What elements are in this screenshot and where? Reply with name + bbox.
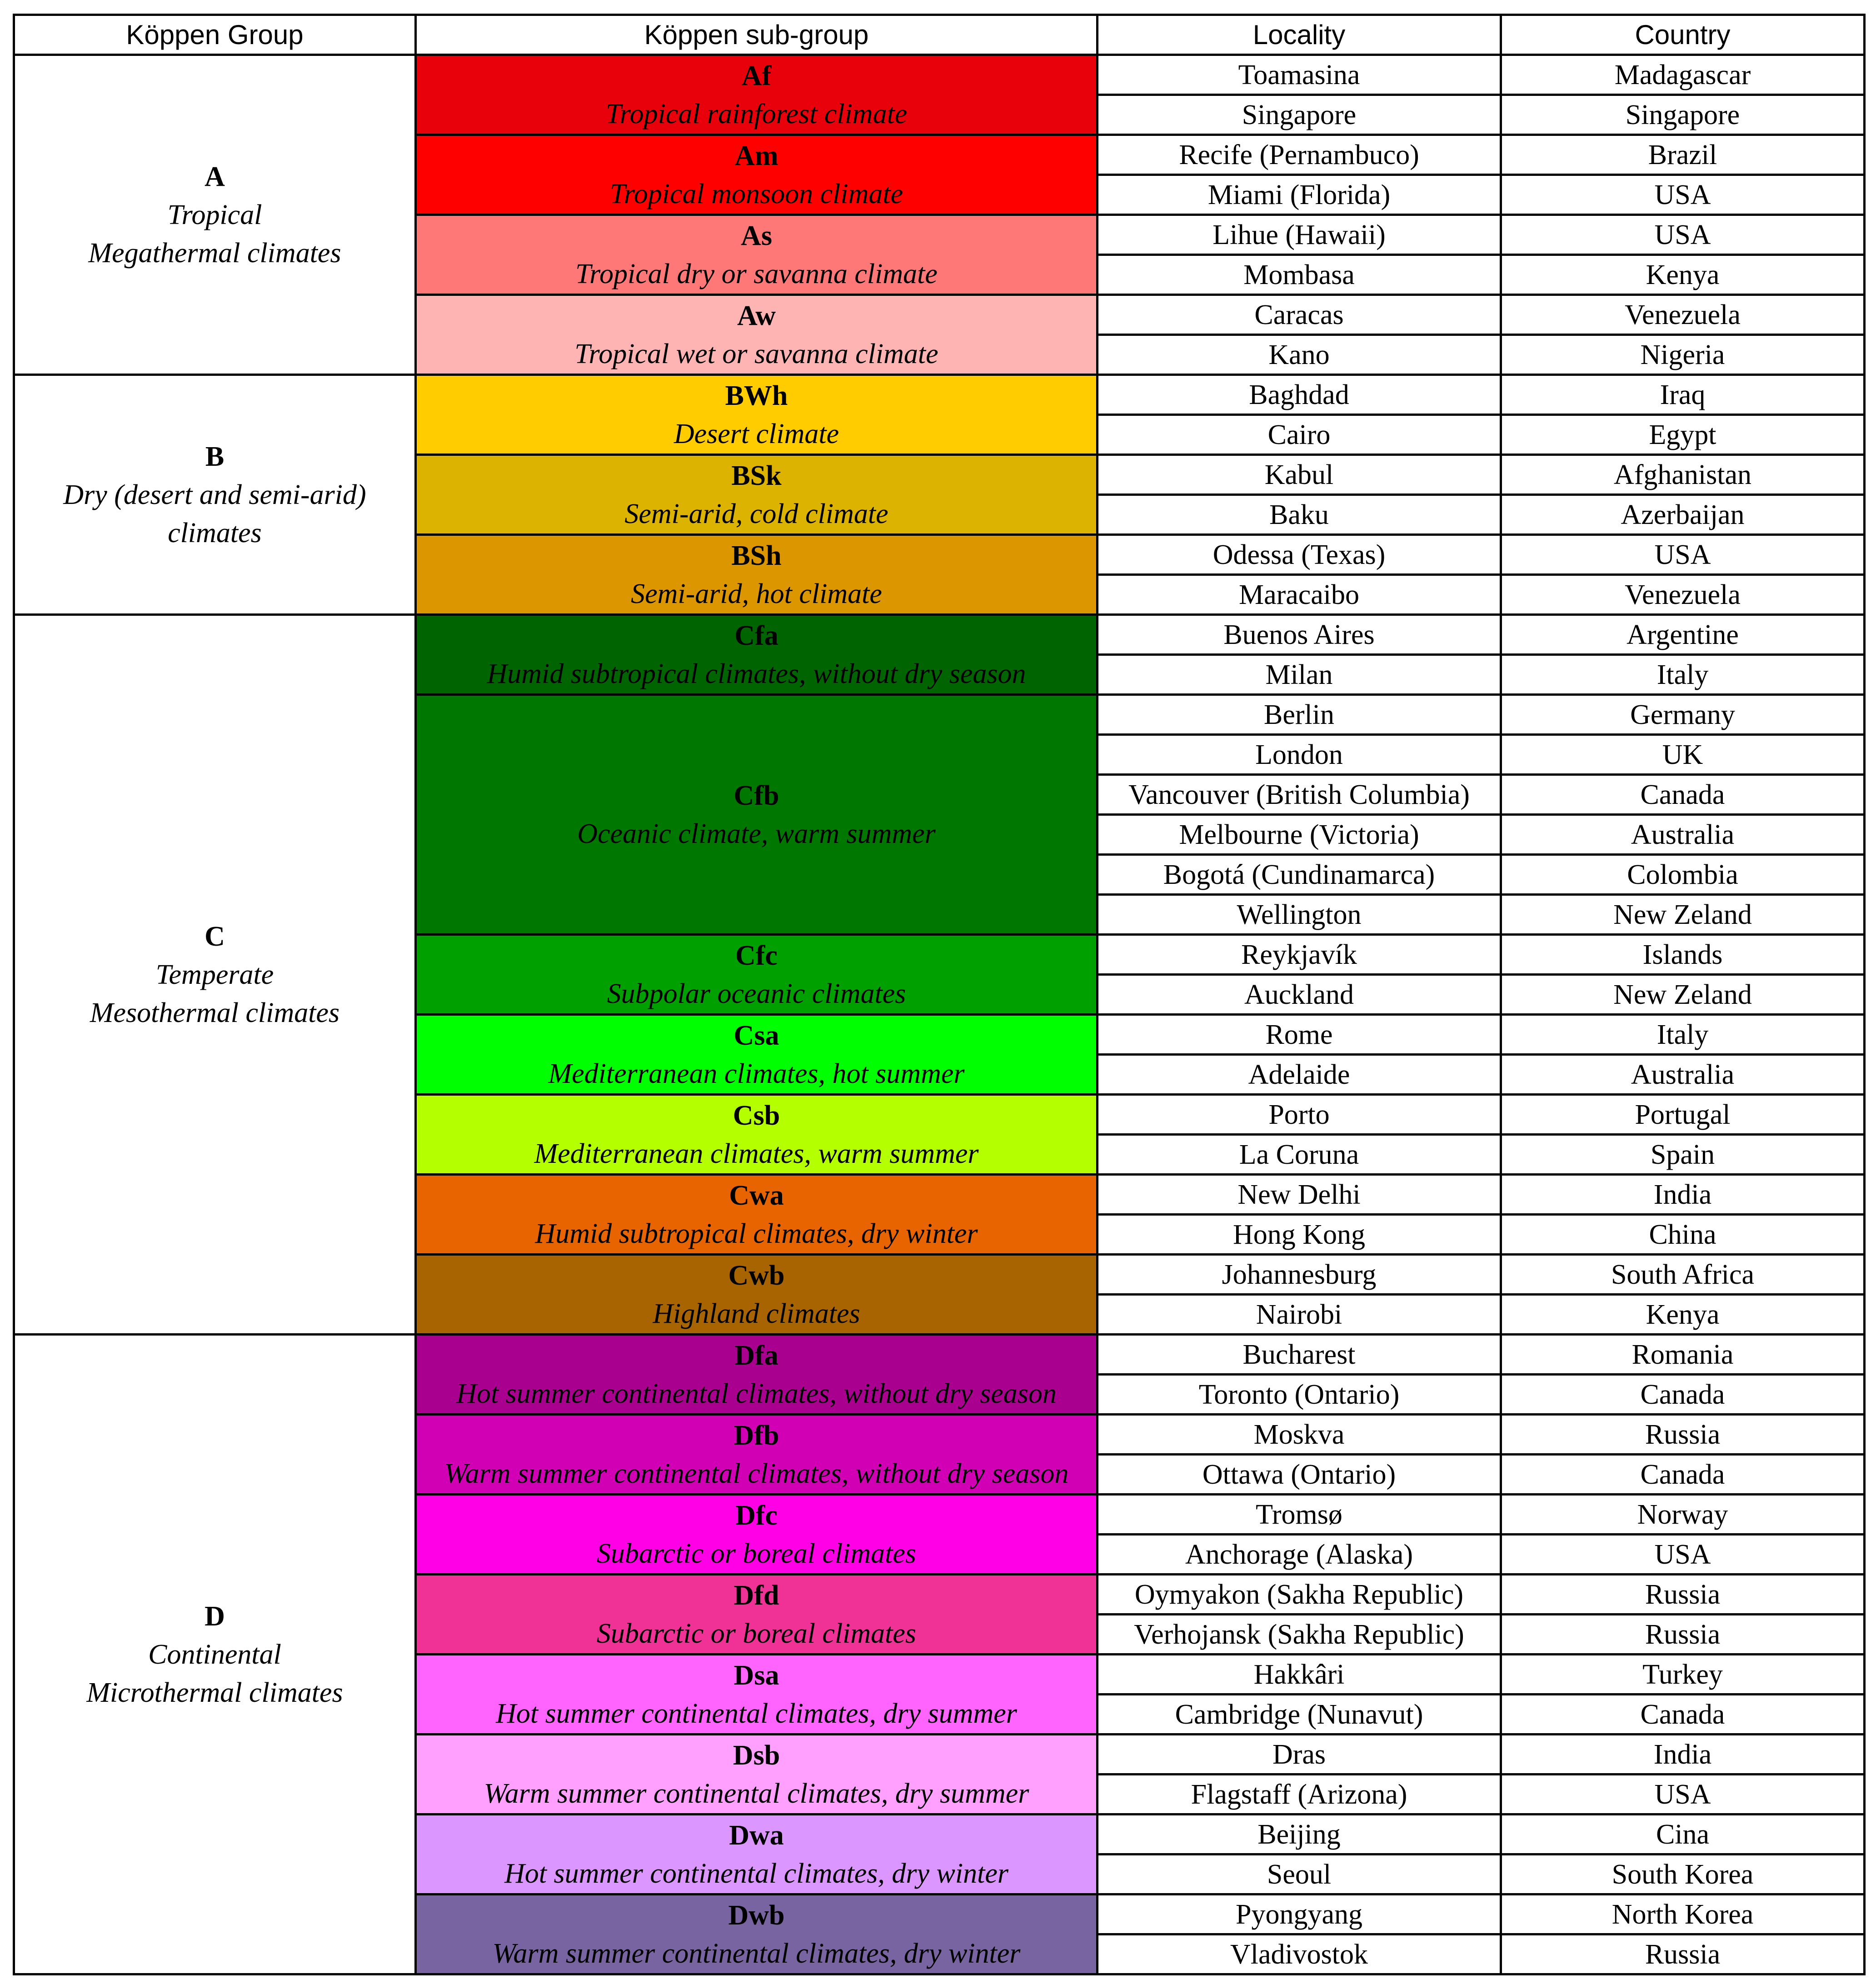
country-cell: North Korea xyxy=(1501,1894,1865,1934)
locality-cell: Caracas xyxy=(1098,295,1501,335)
subgroup-code: Am xyxy=(734,140,778,171)
subgroup-name: Highland climates xyxy=(653,1298,860,1329)
koppen-subgroup-cell xyxy=(416,1015,1098,1095)
subgroup-name: Desert climate xyxy=(674,418,839,449)
locality-cell: Odessa (Texas) xyxy=(1098,535,1501,575)
group-name-line: Mesothermal climates xyxy=(90,997,340,1028)
table-body xyxy=(14,55,1865,1974)
koppen-subgroup-cell xyxy=(416,1095,1098,1175)
locality-cell: Milan xyxy=(1098,655,1501,695)
country-cell: India xyxy=(1501,1175,1865,1215)
locality-cell: Baku xyxy=(1098,495,1501,535)
locality-cell: Wellington xyxy=(1098,895,1501,935)
subgroup-name: Subpolar oceanic climates xyxy=(607,978,906,1009)
subgroup-name: Warm summer continental climates, without dry season xyxy=(444,1458,1069,1489)
subgroup-name: Tropical wet or savanna climate xyxy=(574,338,938,369)
subgroup-name: Humid subtropical climates, without dry season xyxy=(487,658,1026,689)
country-cell: USA xyxy=(1501,1535,1865,1575)
locality-cell: Mombasa xyxy=(1098,255,1501,295)
koppen-subgroup-cell xyxy=(416,1894,1098,1974)
country-cell: Afghanistan xyxy=(1501,455,1865,495)
koppen-subgroup-cell xyxy=(416,135,1098,215)
country-cell: Russia xyxy=(1501,1615,1865,1655)
country-cell: Australia xyxy=(1501,815,1865,855)
country-cell: Kenya xyxy=(1501,255,1865,295)
country-cell: Colombia xyxy=(1501,855,1865,895)
locality-cell: Anchorage (Alaska) xyxy=(1098,1535,1501,1575)
country-cell: Portugal xyxy=(1501,1095,1865,1135)
country-cell: Azerbaijan xyxy=(1501,495,1865,535)
koppen-group-cell xyxy=(14,1335,416,1974)
subgroup-code: Aw xyxy=(737,300,776,331)
subgroup-name: Warm summer continental climates, dry winter xyxy=(492,1938,1021,1969)
country-cell: Russia xyxy=(1501,1575,1865,1615)
koppen-subgroup-cell xyxy=(416,295,1098,375)
koppen-subgroup-cell xyxy=(416,55,1098,135)
locality-cell: Bogotá (Cundinamarca) xyxy=(1098,855,1501,895)
locality-cell: Johannesburg xyxy=(1098,1255,1501,1295)
country-cell: Russia xyxy=(1501,1415,1865,1455)
country-cell: Norway xyxy=(1501,1495,1865,1535)
subgroup-name: Mediterranean climates, warm summer xyxy=(534,1138,979,1169)
group-code: B xyxy=(205,441,225,472)
country-cell: Cina xyxy=(1501,1815,1865,1854)
locality-cell: Melbourne (Victoria) xyxy=(1098,815,1501,855)
koppen-group-cell xyxy=(14,615,416,1335)
subgroup-code: Cfc xyxy=(735,940,778,971)
locality-cell: Tromsø xyxy=(1098,1495,1501,1535)
locality-cell: Auckland xyxy=(1098,975,1501,1015)
locality-cell: Moskva xyxy=(1098,1415,1501,1455)
koppen-subgroup-cell xyxy=(416,1335,1098,1415)
header-country: Country xyxy=(1501,15,1865,55)
subgroup-code: BSk xyxy=(731,460,782,491)
subgroup-name: Hot summer continental climates, dry summer xyxy=(496,1698,1017,1729)
koppen-subgroup-cell xyxy=(416,935,1098,1015)
table-row xyxy=(14,55,1865,95)
country-cell: China xyxy=(1501,1215,1865,1255)
subgroup-code: Cfb xyxy=(733,780,779,811)
locality-cell: London xyxy=(1098,735,1501,775)
group-code: D xyxy=(205,1600,225,1632)
subgroup-name: Subarctic or boreal climates xyxy=(596,1618,917,1649)
country-cell: Islands xyxy=(1501,935,1865,975)
country-cell: Italy xyxy=(1501,1015,1865,1055)
subgroup-code: Af xyxy=(741,60,772,91)
country-cell: USA xyxy=(1501,175,1865,215)
country-cell: New Zeland xyxy=(1501,895,1865,935)
country-cell: Canada xyxy=(1501,1455,1865,1495)
locality-cell: Kabul xyxy=(1098,455,1501,495)
subgroup-name: Semi-arid, cold climate xyxy=(624,498,888,529)
locality-cell: Vladivostok xyxy=(1098,1934,1501,1974)
locality-cell: Berlin xyxy=(1098,695,1501,735)
subgroup-code: Cfa xyxy=(734,620,778,651)
group-name-line: climates xyxy=(168,517,262,548)
koppen-subgroup-cell xyxy=(416,375,1098,455)
country-cell: Turkey xyxy=(1501,1655,1865,1695)
koppen-subgroup-cell xyxy=(416,1655,1098,1735)
koppen-subgroup-cell xyxy=(416,535,1098,615)
subgroup-code: BSh xyxy=(731,540,782,571)
locality-cell: Toronto (Ontario) xyxy=(1098,1375,1501,1415)
country-cell: Argentine xyxy=(1501,615,1865,655)
country-cell: Canada xyxy=(1501,1695,1865,1735)
locality-cell: Reykjavík xyxy=(1098,935,1501,975)
group-name-line: Microthermal climates xyxy=(86,1677,343,1708)
koppen-subgroup-cell xyxy=(416,1735,1098,1815)
locality-cell: Adelaide xyxy=(1098,1055,1501,1095)
country-cell: Canada xyxy=(1501,775,1865,815)
country-cell: Singapore xyxy=(1501,95,1865,135)
header-koppen-subgroup: Köppen sub-group xyxy=(416,15,1098,55)
subgroup-name: Subarctic or boreal climates xyxy=(596,1538,917,1569)
locality-cell: New Delhi xyxy=(1098,1175,1501,1215)
locality-cell: Beijing xyxy=(1098,1815,1501,1854)
country-cell: USA xyxy=(1501,535,1865,575)
koppen-subgroup-cell xyxy=(416,615,1098,695)
table-row xyxy=(14,615,1865,655)
subgroup-code: Dsb xyxy=(733,1740,780,1771)
subgroup-name: Hot summer continental climates, without dry season xyxy=(456,1378,1057,1409)
koppen-subgroup-cell xyxy=(416,1575,1098,1655)
group-name-line: Temperate xyxy=(155,959,274,990)
header-row xyxy=(14,15,1865,55)
koppen-subgroup-cell xyxy=(416,1415,1098,1495)
koppen-group-cell xyxy=(14,375,416,615)
country-cell: Spain xyxy=(1501,1135,1865,1175)
locality-cell: Toamasina xyxy=(1098,55,1501,95)
header-locality: Locality xyxy=(1098,15,1501,55)
subgroup-name: Tropical monsoon climate xyxy=(609,178,903,209)
country-cell: USA xyxy=(1501,215,1865,255)
subgroup-name: Hot summer continental climates, dry winter xyxy=(504,1858,1008,1889)
country-cell: Romania xyxy=(1501,1335,1865,1375)
country-cell: South Africa xyxy=(1501,1255,1865,1295)
group-code: C xyxy=(205,921,225,952)
subgroup-code: Cwa xyxy=(729,1180,784,1211)
subgroup-name: Warm summer continental climates, dry summer xyxy=(484,1778,1029,1809)
locality-cell: Hakkâri xyxy=(1098,1655,1501,1695)
subgroup-code: Dfc xyxy=(735,1500,778,1531)
country-cell: Germany xyxy=(1501,695,1865,735)
locality-cell: Porto xyxy=(1098,1095,1501,1135)
locality-cell: Lihue (Hawaii) xyxy=(1098,215,1501,255)
locality-cell: Singapore xyxy=(1098,95,1501,135)
locality-cell: Dras xyxy=(1098,1735,1501,1775)
subgroup-code: Dfa xyxy=(734,1340,778,1371)
locality-cell: Seoul xyxy=(1098,1854,1501,1894)
country-cell: Canada xyxy=(1501,1375,1865,1415)
locality-cell: Baghdad xyxy=(1098,375,1501,415)
locality-cell: La Coruna xyxy=(1098,1135,1501,1175)
locality-cell: Pyongyang xyxy=(1098,1894,1501,1934)
country-cell: Egypt xyxy=(1501,415,1865,455)
subgroup-code: Csa xyxy=(733,1020,779,1051)
country-cell: New Zeland xyxy=(1501,975,1865,1015)
header-koppen-group: Köppen Group xyxy=(14,15,416,55)
subgroup-code: As xyxy=(741,220,772,251)
subgroup-code: Dwa xyxy=(729,1819,784,1851)
locality-cell: Cambridge (Nunavut) xyxy=(1098,1695,1501,1735)
table-row xyxy=(14,375,1865,415)
group-name-line: Dry (desert and semi-arid) xyxy=(63,479,366,510)
subgroup-code: Csb xyxy=(733,1100,780,1131)
subgroup-name: Semi-arid, hot climate xyxy=(631,578,882,609)
locality-cell: Buenos Aires xyxy=(1098,615,1501,655)
koppen-group-cell xyxy=(14,55,416,375)
subgroup-name: Mediterranean climates, hot summer xyxy=(548,1058,965,1089)
koppen-subgroup-cell xyxy=(416,455,1098,535)
table-header xyxy=(14,15,1865,55)
locality-cell: Ottawa (Ontario) xyxy=(1098,1455,1501,1495)
locality-cell: Oymyakon (Sakha Republic) xyxy=(1098,1575,1501,1615)
locality-cell: Maracaibo xyxy=(1098,575,1501,615)
koppen-subgroup-cell xyxy=(416,1495,1098,1575)
koppen-climate-table xyxy=(13,14,1866,1975)
locality-cell: Hong Kong xyxy=(1098,1215,1501,1255)
subgroup-name: Humid subtropical climates, dry winter xyxy=(535,1218,978,1249)
subgroup-code: BWh xyxy=(725,380,788,411)
country-cell: Venezuela xyxy=(1501,295,1865,335)
group-code: A xyxy=(205,161,225,192)
country-cell: India xyxy=(1501,1735,1865,1775)
subgroup-name: Tropical rainforest climate xyxy=(605,98,908,130)
subgroup-code: Dwb xyxy=(728,1899,785,1931)
country-cell: Russia xyxy=(1501,1934,1865,1974)
subgroup-name: Tropical dry or savanna climate xyxy=(575,258,938,289)
group-name-line: Tropical xyxy=(167,199,262,230)
country-cell: Venezuela xyxy=(1501,575,1865,615)
koppen-subgroup-cell xyxy=(416,215,1098,295)
country-cell: Italy xyxy=(1501,655,1865,695)
subgroup-code: Dfd xyxy=(733,1580,779,1611)
country-cell: Australia xyxy=(1501,1055,1865,1095)
subgroup-code: Dfb xyxy=(733,1420,779,1451)
subgroup-code: Cwb xyxy=(728,1260,785,1291)
locality-cell: Nairobi xyxy=(1098,1295,1501,1335)
locality-cell: Rome xyxy=(1098,1015,1501,1055)
country-cell: Brazil xyxy=(1501,135,1865,175)
country-cell: Nigeria xyxy=(1501,335,1865,375)
country-cell: USA xyxy=(1501,1775,1865,1815)
locality-cell: Bucharest xyxy=(1098,1335,1501,1375)
locality-cell: Kano xyxy=(1098,335,1501,375)
table-row xyxy=(14,1335,1865,1375)
group-name-line: Megathermal climates xyxy=(88,237,341,269)
country-cell: Iraq xyxy=(1501,375,1865,415)
country-cell: South Korea xyxy=(1501,1854,1865,1894)
koppen-subgroup-cell xyxy=(416,1175,1098,1255)
locality-cell: Cairo xyxy=(1098,415,1501,455)
koppen-subgroup-cell xyxy=(416,1255,1098,1335)
locality-cell: Flagstaff (Arizona) xyxy=(1098,1775,1501,1815)
koppen-table-sheet xyxy=(13,14,1863,1975)
country-cell: Kenya xyxy=(1501,1295,1865,1335)
group-name-line: Continental xyxy=(148,1639,281,1670)
locality-cell: Recife (Pernambuco) xyxy=(1098,135,1501,175)
subgroup-code: Dsa xyxy=(733,1660,779,1691)
locality-cell: Verhojansk (Sakha Republic) xyxy=(1098,1615,1501,1655)
locality-cell: Miami (Florida) xyxy=(1098,175,1501,215)
country-cell: UK xyxy=(1501,735,1865,775)
koppen-subgroup-cell xyxy=(416,695,1098,935)
country-cell: Madagascar xyxy=(1501,55,1865,95)
koppen-subgroup-cell xyxy=(416,1815,1098,1894)
locality-cell: Vancouver (British Columbia) xyxy=(1098,775,1501,815)
subgroup-name: Oceanic climate, warm summer xyxy=(577,818,936,849)
